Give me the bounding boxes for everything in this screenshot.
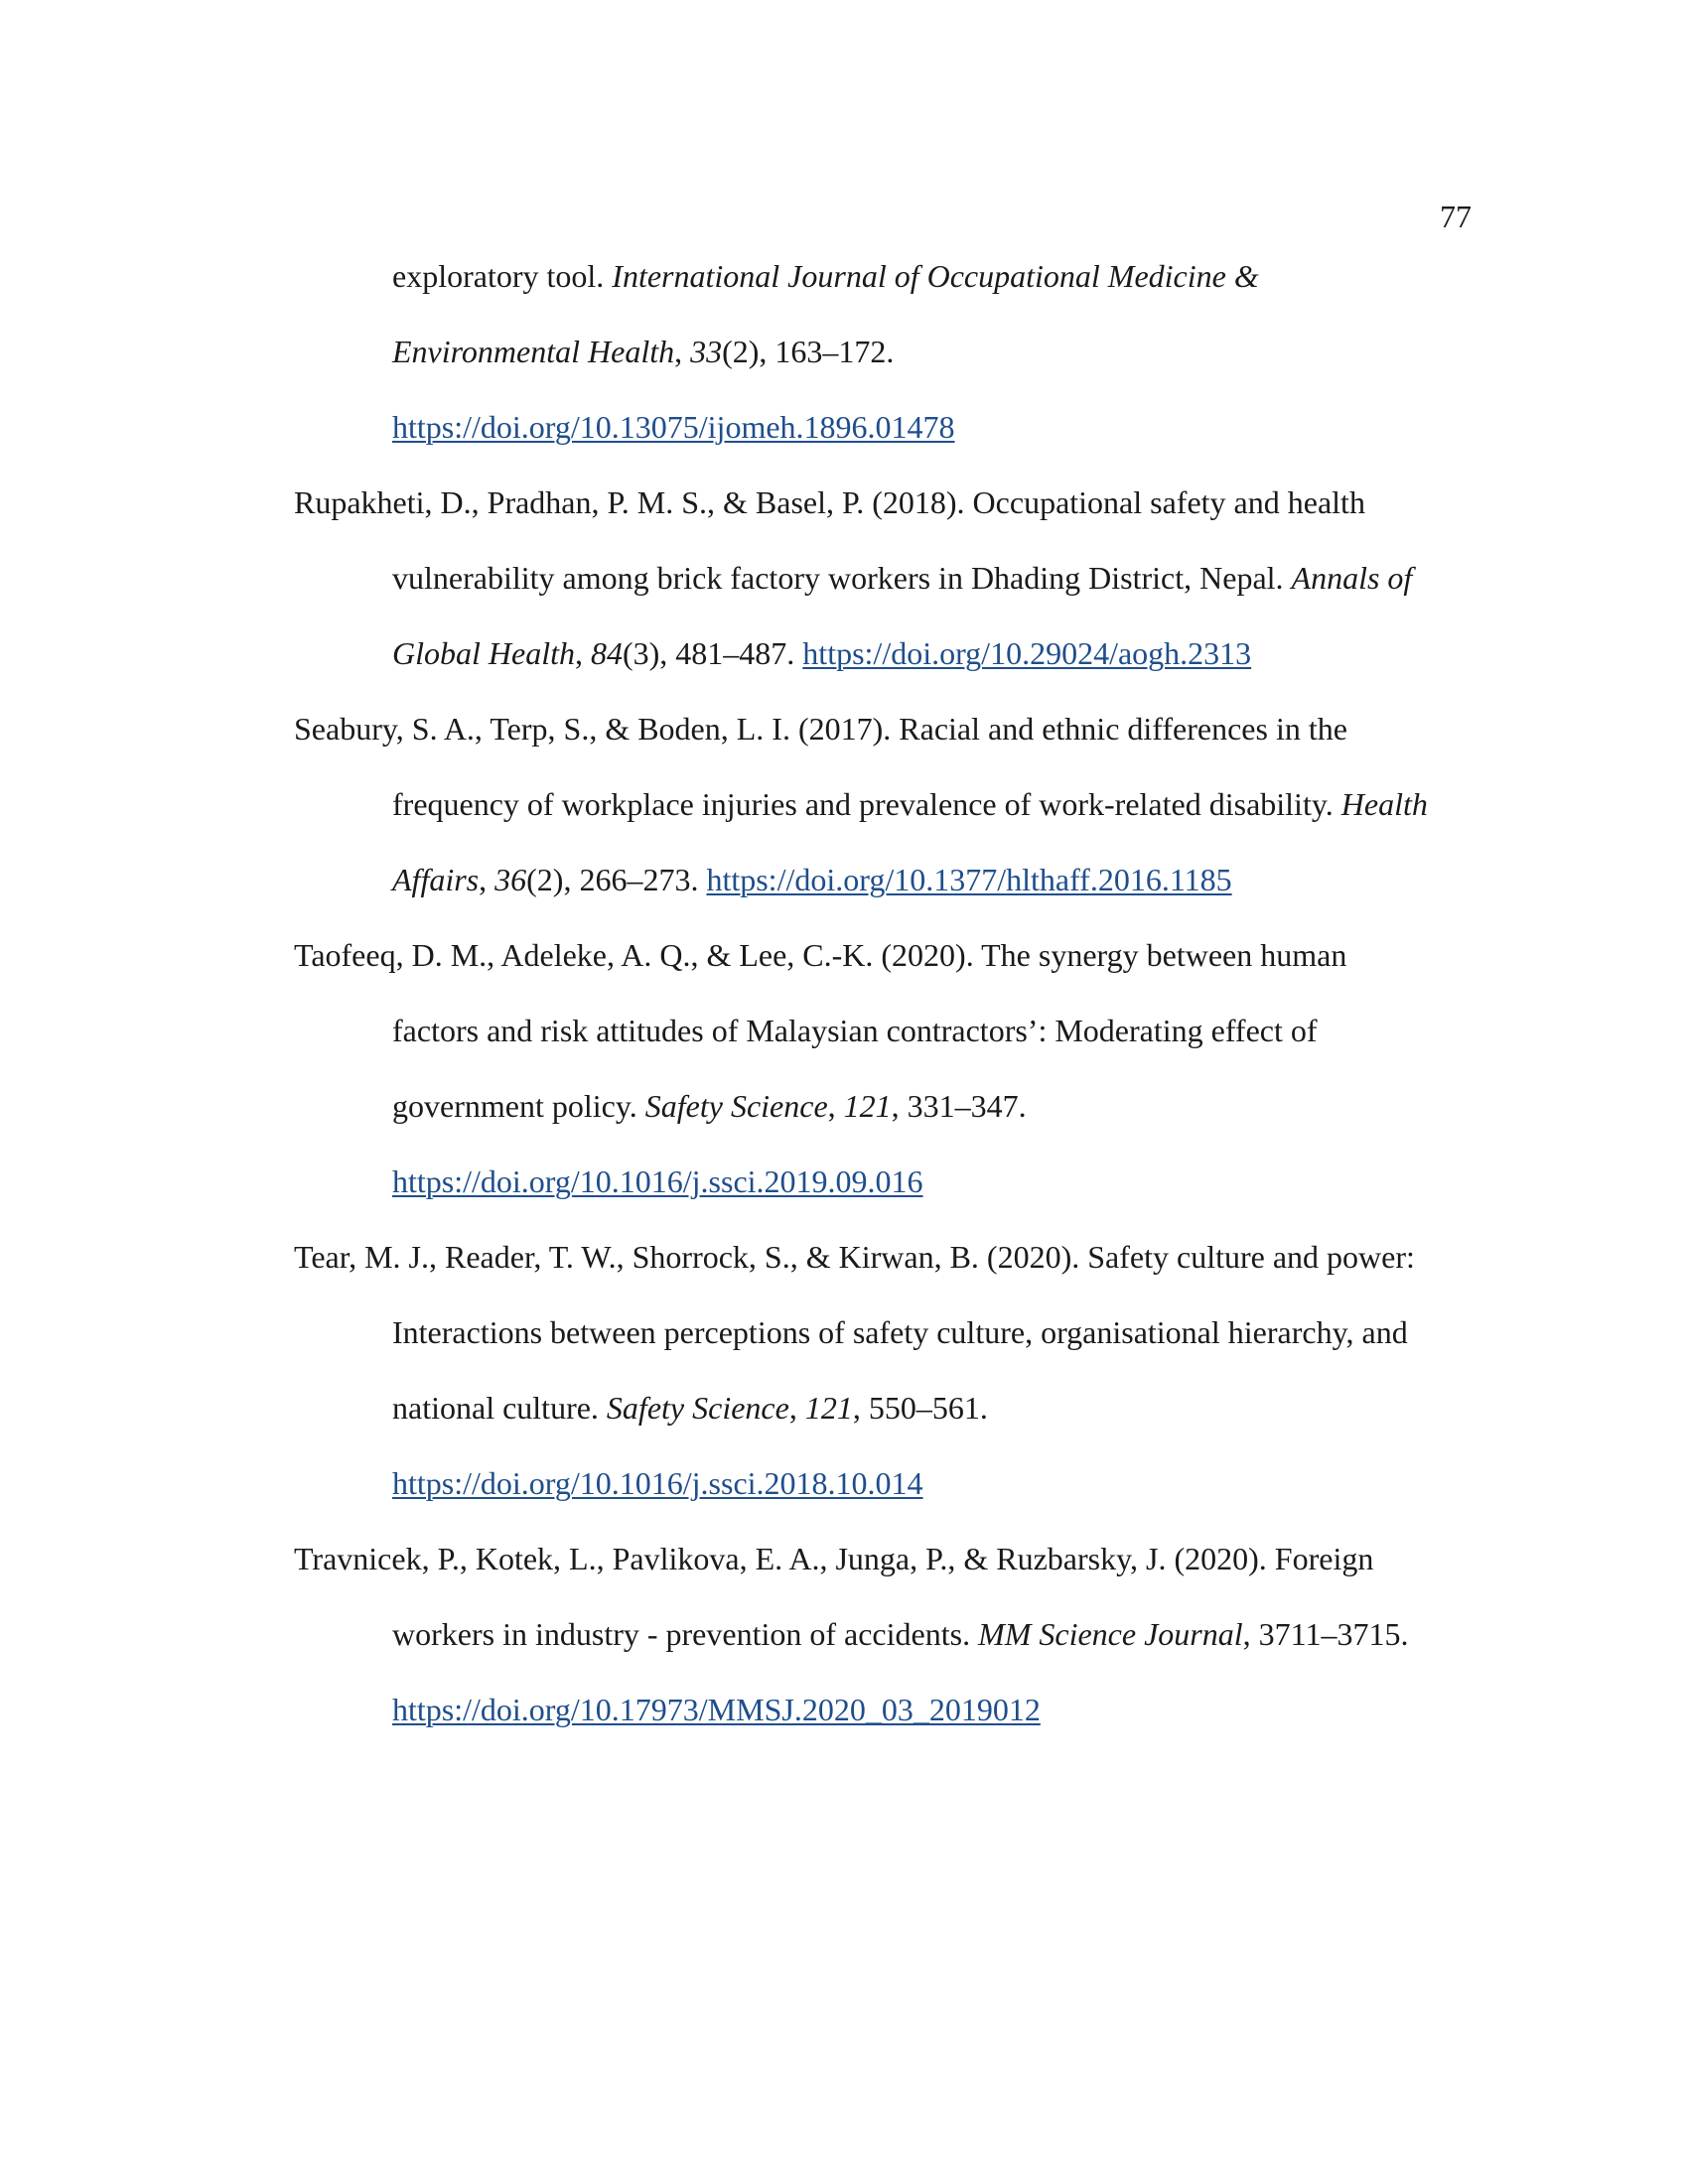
doi-link[interactable]: https://doi.org/10.29024/aogh.2313 <box>802 635 1252 671</box>
ref-cont-line-3 <box>392 407 955 447</box>
doi-link[interactable]: https://doi.org/10.17973/MMSJ.2020_03_2019012 <box>392 1692 1041 1727</box>
volume: 33 <box>690 334 723 369</box>
ref-seabury-line-1: Seabury, S. A., Terp, S., & Boden, L. I. (2017). Racial and ethnic differences in the <box>294 711 1347 747</box>
journal-title: MM Science Journal <box>978 1616 1243 1652</box>
ref-taofeeq-line-4 <box>392 1161 923 1201</box>
journal-title: Global Health <box>392 635 575 671</box>
ref-travnicek-line-3 <box>392 1690 1041 1729</box>
ref-travnicek-line-1: Travnicek, P., Kotek, L., Pavlikova, E. A., Junga, P., & Ruzbarsky, J. (2020). Foreign <box>294 1541 1374 1576</box>
journal-title: Health <box>1340 786 1428 822</box>
ref-rupakheti-line-2: vulnerability among brick factory workers in Dhading District, Nepal. Annals of <box>392 560 1413 596</box>
ref-cont-line-1 <box>392 256 1259 296</box>
ref-text: exploratory tool. <box>392 258 613 294</box>
journal-title: International Journal of Occupational Medicine & <box>612 258 1259 294</box>
ref-rupakheti-line-1: Rupakheti, D., Pradhan, P. M. S., & Basel, P. (2018). Occupational safety and health <box>294 484 1365 520</box>
ref-taofeeq-line-3: government policy. Safety Science, 121, 331–347. <box>392 1088 1027 1124</box>
journal-title: Affairs <box>392 862 480 897</box>
volume: 84 <box>590 635 623 671</box>
page-number: 77 <box>1440 199 1472 234</box>
volume: 121 <box>804 1390 853 1426</box>
journal-title: Safety Science <box>606 1390 789 1426</box>
volume: 121 <box>843 1088 892 1124</box>
ref-tear-line-2: Interactions between perceptions of safety culture, organisational hierarchy, and <box>392 1314 1408 1350</box>
ref-tear-line-1: Tear, M. J., Reader, T. W., Shorrock, S., & Kirwan, B. (2020). Safety culture and power: <box>294 1239 1415 1275</box>
doi-link[interactable]: https://doi.org/10.1016/j.ssci.2018.10.014 <box>392 1465 923 1501</box>
ref-seabury-line-3: Affairs, 36(2), 266–273. https://doi.org/10.1377/hlthaff.2016.1185 <box>392 862 1232 897</box>
doi-link[interactable]: https://doi.org/10.1377/hlthaff.2016.1185 <box>706 862 1232 897</box>
doi-link[interactable]: https://doi.org/10.1016/j.ssci.2019.09.016 <box>392 1163 923 1199</box>
journal-title: Safety Science <box>644 1088 828 1124</box>
journal-title: Annals of <box>1291 560 1413 596</box>
ref-tear-line-3: national culture. Safety Science, 121, 550–561. <box>392 1390 988 1426</box>
ref-taofeeq-line-2: factors and risk attitudes of Malaysian contractors’: Moderating effect of <box>392 1013 1318 1048</box>
ref-taofeeq-line-1: Taofeeq, D. M., Adeleke, A. Q., & Lee, C.-K. (2020). The synergy between human <box>294 937 1347 973</box>
doi-link[interactable]: https://doi.org/10.13075/ijomeh.1896.01478 <box>392 409 955 445</box>
ref-tear-line-4 <box>392 1463 923 1503</box>
ref-seabury-line-2: frequency of workplace injuries and prevalence of work-related disability. Health <box>392 786 1428 822</box>
ref-text: (2), 163–172. <box>722 334 895 369</box>
volume: 36 <box>494 862 527 897</box>
ref-travnicek-line-2: workers in industry - prevention of accidents. MM Science Journal, 3711–3715. <box>392 1616 1409 1652</box>
ref-cont-line-2: Environmental Health, 33(2), 163–172. <box>392 334 895 369</box>
journal-title: Environmental Health <box>392 334 675 369</box>
ref-rupakheti-line-3: Global Health, 84(3), 481–487. https://doi.org/10.29024/aogh.2313 <box>392 635 1252 671</box>
